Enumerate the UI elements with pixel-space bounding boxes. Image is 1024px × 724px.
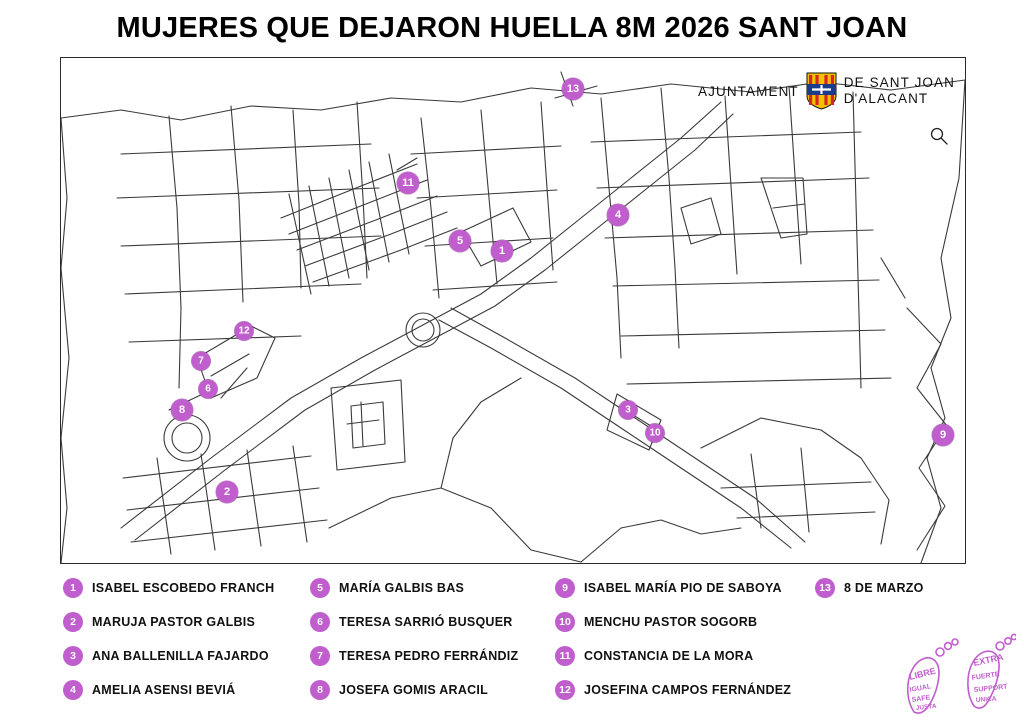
- map-marker-label: 7: [198, 355, 204, 367]
- legend-item[interactable]: [815, 575, 965, 600]
- map-marker-4[interactable]: [607, 204, 629, 226]
- map-marker-label: 1: [498, 245, 506, 257]
- legend-item-label: TERESA SARRIÓ BUSQUER: [339, 614, 513, 629]
- legend-item[interactable]: [555, 643, 815, 668]
- legend-number-badge: 11: [555, 646, 575, 666]
- map-marker-label: 11: [402, 177, 414, 189]
- svg-text:EXTRA: EXTRA: [972, 651, 1005, 668]
- map-marker-label: 3: [625, 404, 631, 416]
- legend-item[interactable]: [63, 575, 313, 600]
- legend-column-2: [310, 575, 560, 711]
- map-marker-13[interactable]: [562, 78, 584, 100]
- map-marker-label: 13: [566, 83, 580, 95]
- logo-text-municipality: [844, 75, 955, 106]
- legend: [60, 575, 964, 700]
- legend-item-label: MARÍA GALBIS BAS: [339, 580, 465, 595]
- map-marker-8[interactable]: [171, 399, 193, 421]
- logo-line-2: D'ALACANT: [843, 91, 929, 106]
- search-icon: [929, 126, 949, 146]
- legend-number-badge: 1: [63, 578, 83, 598]
- legend-item-label: JOSEFA GOMIS ARACIL: [339, 682, 488, 697]
- map-marker-label: 10: [649, 427, 661, 439]
- svg-text:SUPPORT: SUPPORT: [973, 683, 1008, 694]
- legend-number-badge: 12: [555, 680, 575, 700]
- map-marker-11[interactable]: [397, 172, 419, 194]
- legend-item[interactable]: [63, 677, 313, 702]
- legend-item[interactable]: [310, 575, 560, 600]
- map-marker-7[interactable]: [192, 352, 211, 371]
- legend-item-label: ANA BALLENILLA FAJARDO: [92, 648, 269, 663]
- logo-line-1: DE SANT JOAN: [843, 75, 955, 91]
- legend-number-badge: 3: [63, 646, 83, 666]
- map-marker-3[interactable]: [619, 401, 638, 420]
- svg-text:SAFE: SAFE: [911, 694, 931, 704]
- legend-item-label: TERESA PEDRO FERRÁNDIZ: [339, 648, 519, 663]
- map-marker-1[interactable]: [491, 240, 513, 262]
- logo-text-ajuntament: AJUNTAMENT: [698, 83, 799, 99]
- legend-number-badge: 7: [310, 646, 330, 666]
- legend-number-badge: 6: [310, 612, 330, 632]
- svg-text:UNICA: UNICA: [975, 695, 997, 704]
- legend-item[interactable]: [63, 643, 313, 668]
- map-container[interactable]: [60, 57, 966, 564]
- page-title: MUJERES QUE DEJARON HUELLA 8M 2026 SANT JOAN: [116, 12, 908, 44]
- map-marker-5[interactable]: [449, 230, 471, 252]
- map-marker-label: 6: [205, 383, 211, 395]
- street-map-graphic: [61, 58, 965, 563]
- legend-number-badge: 4: [63, 680, 83, 700]
- legend-column-3: [555, 575, 815, 711]
- map-marker-label: 8: [178, 404, 186, 416]
- legend-number-badge: 10: [555, 612, 575, 632]
- map-marker-12[interactable]: [235, 322, 254, 341]
- svg-text:JUSTA: JUSTA: [915, 702, 937, 712]
- legend-item-label: 8 DE MARZO: [844, 580, 924, 595]
- legend-item[interactable]: [555, 677, 815, 702]
- legend-item-label: AMELIA ASENSI BEVIÁ: [92, 682, 236, 697]
- legend-item-label: MARUJA PASTOR GALBIS: [92, 614, 256, 629]
- legend-item[interactable]: [555, 609, 815, 634]
- legend-item-label: JOSEFINA CAMPOS FERNÁNDEZ: [584, 682, 792, 697]
- map-marker-label: 2: [223, 486, 231, 498]
- legend-number-badge: 8: [310, 680, 330, 700]
- legend-item[interactable]: [63, 609, 313, 634]
- legend-number-badge: 2: [63, 612, 83, 632]
- legend-item-label: ISABEL ESCOBEDO FRANCH: [92, 580, 275, 595]
- shield-icon: [806, 72, 837, 110]
- legend-item-label: MENCHU PASTOR SOGORB: [584, 614, 758, 629]
- svg-text:FUERTE: FUERTE: [971, 671, 1001, 682]
- map-marker-label: 5: [456, 235, 464, 247]
- legend-item-label: ISABEL MARÍA PIO DE SABOYA: [584, 580, 782, 595]
- legend-item[interactable]: [310, 643, 560, 668]
- legend-column-4: [815, 575, 965, 609]
- legend-number-badge: 9: [555, 578, 575, 598]
- footprint-artwork: [896, 630, 1016, 718]
- legend-item[interactable]: [310, 609, 560, 634]
- legend-number-badge: 13: [815, 578, 835, 598]
- map-marker-label: 9: [939, 429, 947, 441]
- map-marker-label: 12: [238, 325, 250, 337]
- ajuntament-logo: [698, 72, 955, 110]
- map-marker-9[interactable]: [932, 424, 954, 446]
- legend-item[interactable]: [310, 677, 560, 702]
- map-marker-10[interactable]: [646, 424, 665, 443]
- legend-item[interactable]: [555, 575, 815, 600]
- map-marker-label: 4: [614, 209, 622, 221]
- legend-number-badge: 5: [310, 578, 330, 598]
- svg-text:IGUAL: IGUAL: [909, 683, 932, 694]
- legend-column-1: [63, 575, 313, 711]
- legend-item-label: CONSTANCIA DE LA MORA: [584, 648, 754, 663]
- svg-text:LIBRE: LIBRE: [908, 665, 937, 682]
- map-marker-6[interactable]: [199, 380, 218, 399]
- map-marker-2[interactable]: [216, 481, 238, 503]
